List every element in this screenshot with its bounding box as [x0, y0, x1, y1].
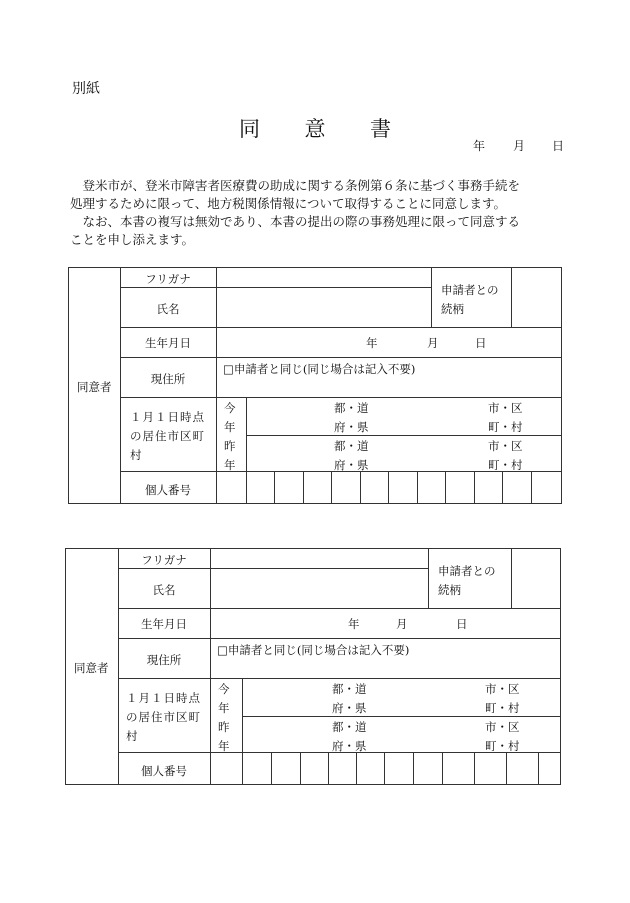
- date-year: 年: [473, 139, 486, 153]
- prefecture-suffix-4: 府・県: [332, 739, 367, 753]
- birth-day: 日: [475, 336, 487, 350]
- name-label: 氏名: [156, 302, 180, 316]
- name-label: 氏名: [152, 583, 176, 597]
- consent-paragraph-2b: ことを申し添えます。: [70, 232, 195, 247]
- residence-label: １月１日時点: [126, 691, 201, 705]
- residence-label-3: 村: [130, 448, 142, 462]
- same-as-applicant-checkbox[interactable]: □申請者と同じ(同じ場合は記入不要): [217, 643, 410, 657]
- birth-year: 年: [366, 336, 378, 350]
- residence-label-2: の居住市区町: [126, 710, 201, 724]
- relation-label-2: 続柄: [438, 583, 461, 597]
- address-label: 現住所: [150, 372, 186, 386]
- furigana-label: フリガナ: [141, 553, 187, 567]
- consenter-label: 同意者: [77, 380, 112, 394]
- relation-label-2: 続柄: [441, 302, 464, 316]
- city-suffix-2: 町・村: [488, 420, 523, 434]
- residence-label-2: の居住市区町: [130, 429, 205, 443]
- prefecture-suffix-3: 都・道: [334, 439, 369, 453]
- annex-label: 別紙: [72, 81, 100, 97]
- city-suffix: 市・区: [488, 401, 523, 415]
- birthdate-label: 生年月日: [145, 336, 191, 350]
- birth-year: 年: [348, 617, 360, 631]
- date-day: 日: [552, 139, 565, 153]
- address-label: 現住所: [146, 653, 182, 667]
- prefecture-suffix-2: 府・県: [334, 420, 369, 434]
- this-year-label-2: 年: [218, 701, 230, 715]
- consent-form-1: [68, 267, 562, 504]
- birth-month: 月: [396, 617, 408, 631]
- prefecture-suffix-4: 府・県: [334, 458, 369, 472]
- birth-day: 日: [456, 617, 468, 631]
- prefecture-suffix-3: 都・道: [332, 720, 367, 734]
- relation-label: 申請者との: [438, 564, 496, 578]
- residence-label-3: 村: [126, 729, 138, 743]
- prefecture-suffix: 都・道: [332, 682, 367, 696]
- city-suffix: 市・区: [485, 682, 520, 696]
- city-suffix-4: 町・村: [488, 458, 523, 472]
- last-year-label: 昨: [224, 439, 236, 453]
- city-suffix-3: 市・区: [488, 439, 523, 453]
- consent-paragraph-1b: 処理するために限って、地方税関係情報について取得することに同意します。: [70, 196, 507, 211]
- last-year-label: 昨: [218, 720, 230, 734]
- relation-label: 申請者との: [441, 283, 499, 297]
- prefecture-suffix: 都・道: [334, 401, 369, 415]
- date-month: 月: [513, 139, 526, 153]
- mynumber-label: 個人番号: [145, 483, 191, 497]
- last-year-label-2: 年: [224, 458, 236, 472]
- residence-label: １月１日時点: [130, 410, 205, 424]
- this-year-label: 今: [224, 401, 236, 415]
- this-year-label-2: 年: [224, 420, 236, 434]
- document-title: 同 意 書: [239, 117, 410, 141]
- this-year-label: 今: [218, 682, 230, 696]
- prefecture-suffix-2: 府・県: [332, 701, 367, 715]
- same-as-applicant-checkbox[interactable]: □申請者と同じ(同じ場合は記入不要): [223, 362, 416, 376]
- consent-paragraph-1a: 登米市が、登米市障害者医療費の助成に関する条例第６条に基づく事務手続を: [82, 178, 521, 193]
- consent-paragraph-2a: なお、本書の複写は無効であり、本書の提出の際の事務処理に限って同意する: [82, 214, 521, 229]
- birthdate-label: 生年月日: [141, 617, 187, 631]
- city-suffix-3: 市・区: [485, 720, 520, 734]
- city-suffix-4: 町・村: [485, 739, 520, 753]
- mynumber-label: 個人番号: [141, 764, 187, 778]
- consent-form-2: [65, 548, 561, 785]
- city-suffix-2: 町・村: [485, 701, 520, 715]
- consenter-label: 同意者: [74, 661, 109, 675]
- last-year-label-2: 年: [218, 739, 230, 753]
- birth-month: 月: [427, 336, 439, 350]
- furigana-label: フリガナ: [145, 272, 191, 286]
